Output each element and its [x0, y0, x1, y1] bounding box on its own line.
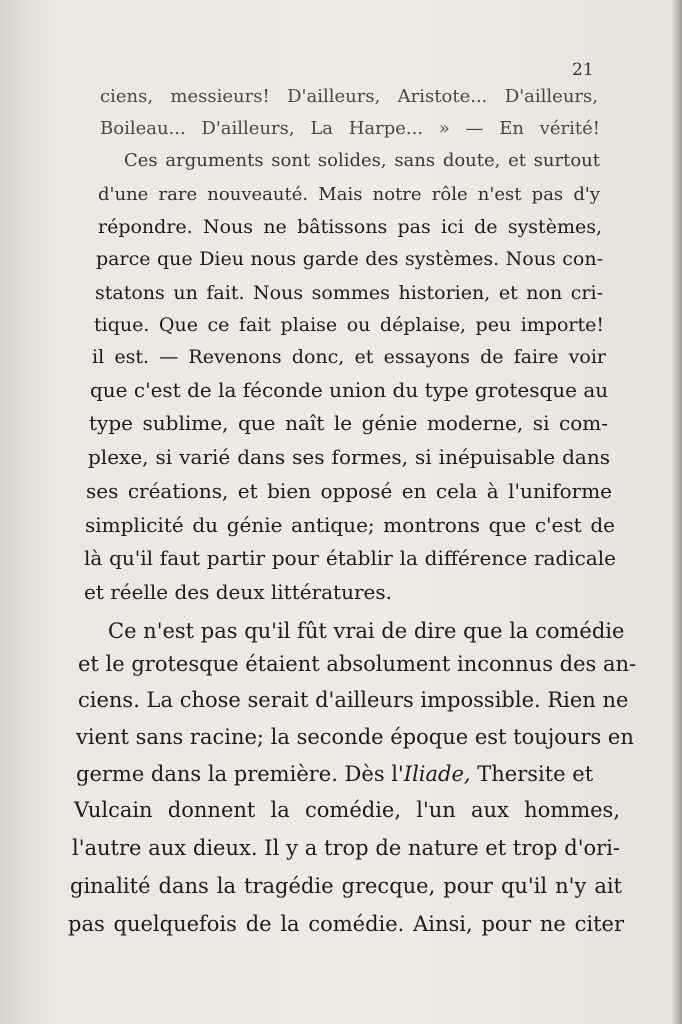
- text-line: vient sans racine; la seconde époque est toujours en: [76, 725, 634, 749]
- text-line: tique. Que ce fait plaise ou déplaise, peu importe!: [94, 314, 604, 336]
- page-number: 21: [572, 60, 594, 80]
- text-line: que c'est de la féconde union du type grotesque au: [90, 378, 609, 402]
- text-line: répondre. Nous ne bâtissons pas ici de systèmes,: [98, 216, 602, 238]
- text-line: Ces arguments sont solides, sans doute, et surtout: [124, 150, 600, 171]
- text-line: type sublime, que naît le génie moderne, si com-: [89, 411, 608, 435]
- text-line: Vulcain donnent la comédie, l'un aux hommes,: [74, 798, 620, 822]
- text-line: ciens. La chose serait d'ailleurs impossible. Rien ne: [78, 688, 629, 712]
- text-line: et réelle des deux littératures.: [84, 580, 392, 604]
- text-line: Ce n'est pas qu'il fût vrai de dire que la comédie: [108, 619, 625, 643]
- text-run: germe dans la première. Dès l': [76, 762, 404, 786]
- text-line: statons un fait. Nous sommes historien, et non cri-: [95, 282, 603, 304]
- text-line: parce que Dieu nous garde des systèmes. Nous con-: [96, 248, 603, 270]
- text-run: Thersite et: [470, 762, 594, 786]
- text-line: ginalité dans la tragédie grecque, pour qu'il n'y ait: [70, 874, 622, 898]
- page-edge: [672, 0, 682, 1024]
- text-line: d'une rare nouveauté. Mais notre rôle n'est pas d'y: [98, 184, 600, 205]
- text-line-with-italic: [76, 762, 620, 786]
- text-line: Boileau... D'ailleurs, La Harpe... » — En vérité!: [100, 118, 600, 139]
- text-line: et le grotesque étaient absolument inconnus des an-: [78, 652, 637, 676]
- text-line: plexe, si varié dans ses formes, si inépuisable dans: [88, 445, 610, 469]
- text-line: l'autre aux dieux. Il y a trop de nature et trop d'ori-: [72, 836, 620, 860]
- text-line: il est. — Revenons donc, et essayons de faire voir: [92, 346, 606, 368]
- book-title-italic: Iliade,: [403, 762, 471, 786]
- text-line: pas quelquefois de la comédie. Ainsi, pour ne citer: [68, 912, 624, 936]
- text-line: ses créations, et bien opposé en cela à l'uniforme: [86, 479, 612, 503]
- text-line: ciens, messieurs! D'ailleurs, Aristote... D'ailleurs,: [100, 86, 598, 107]
- text-line: là qu'il faut partir pour établir la différence radicale: [84, 546, 616, 570]
- text-line: simplicité du génie antique; montrons que c'est de: [85, 513, 615, 537]
